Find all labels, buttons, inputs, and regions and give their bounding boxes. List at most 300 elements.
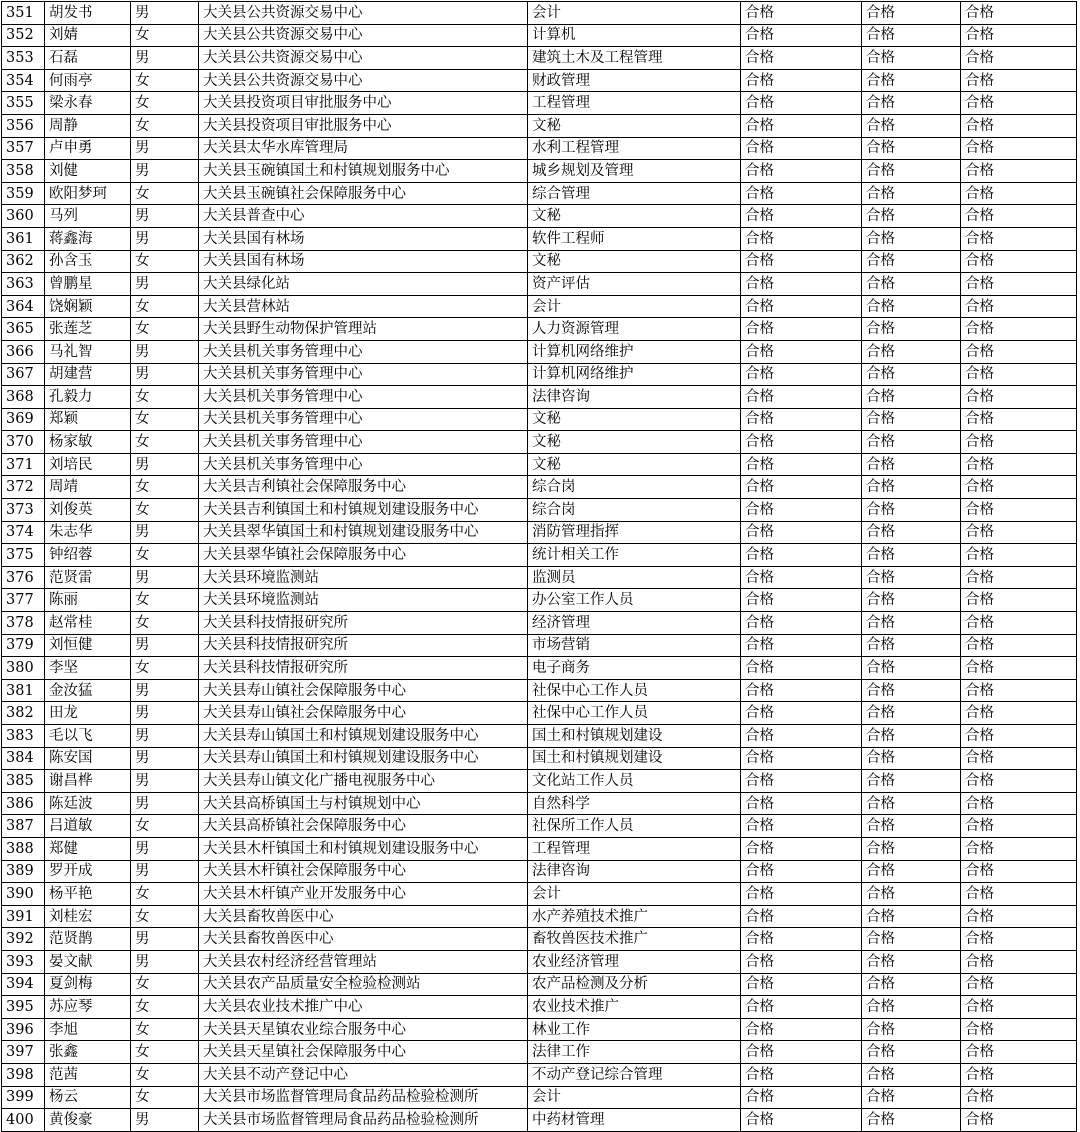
unit-cell: 大关县普查中心 [199, 205, 528, 228]
result-cell-3: 合格 [961, 634, 1077, 657]
result-cell-3: 合格 [961, 1063, 1077, 1086]
unit-cell: 大关县公共资源交易中心 [199, 2, 528, 25]
result-cell-3: 合格 [961, 92, 1077, 115]
result-cell-3: 合格 [961, 679, 1077, 702]
row-number-cell: 357 [2, 137, 45, 160]
result-cell-1: 合格 [741, 227, 862, 250]
unit-cell: 大关县寿山镇社会保障服务中心 [199, 702, 528, 725]
result-cell-1: 合格 [741, 770, 862, 793]
unit-cell: 大关县太华水库管理局 [199, 137, 528, 160]
gender-cell: 女 [131, 1063, 199, 1086]
result-cell-3: 合格 [961, 973, 1077, 996]
row-number-cell: 356 [2, 114, 45, 137]
result-cell-3: 合格 [961, 702, 1077, 725]
result-cell-1: 合格 [741, 973, 862, 996]
gender-cell: 男 [131, 137, 199, 160]
gender-cell: 男 [131, 634, 199, 657]
result-cell-1: 合格 [741, 725, 862, 748]
post-cell: 农业经济管理 [528, 950, 741, 973]
name-cell: 马礼智 [45, 340, 131, 363]
result-cell-3: 合格 [961, 815, 1077, 838]
post-cell: 资产评估 [528, 273, 741, 296]
table-row [2, 386, 1077, 409]
gender-cell: 女 [131, 544, 199, 567]
name-cell: 欧阳梦珂 [45, 182, 131, 205]
result-cell-2: 合格 [862, 634, 961, 657]
unit-cell: 大关县畜牧兽医中心 [199, 905, 528, 928]
unit-cell: 大关县市场监督管理局食品药品检验检测所 [199, 1086, 528, 1109]
result-cell-1: 合格 [741, 544, 862, 567]
table-row [2, 815, 1077, 838]
name-cell: 赵常桂 [45, 612, 131, 635]
result-cell-3: 合格 [961, 928, 1077, 951]
row-number-cell: 353 [2, 47, 45, 70]
gender-cell: 男 [131, 2, 199, 25]
name-cell: 曾鹏星 [45, 273, 131, 296]
unit-cell: 大关县高桥镇社会保障服务中心 [199, 815, 528, 838]
post-cell: 农产品检测及分析 [528, 973, 741, 996]
row-number-cell: 397 [2, 1041, 45, 1064]
result-cell-3: 合格 [961, 544, 1077, 567]
result-cell-1: 合格 [741, 1041, 862, 1064]
post-cell: 法律咨询 [528, 860, 741, 883]
post-cell: 综合岗 [528, 499, 741, 522]
name-cell: 夏剑梅 [45, 973, 131, 996]
result-cell-1: 合格 [741, 24, 862, 47]
table-row [2, 905, 1077, 928]
post-cell: 消防管理指挥 [528, 521, 741, 544]
post-cell: 文化站工作人员 [528, 770, 741, 793]
result-cell-1: 合格 [741, 92, 862, 115]
post-cell: 会计 [528, 295, 741, 318]
result-cell-2: 合格 [862, 476, 961, 499]
result-cell-2: 合格 [862, 363, 961, 386]
gender-cell: 男 [131, 47, 199, 70]
result-cell-1: 合格 [741, 883, 862, 906]
result-cell-2: 合格 [862, 837, 961, 860]
name-cell: 金汝猛 [45, 679, 131, 702]
unit-cell: 大关县投资项目审批服务中心 [199, 92, 528, 115]
result-cell-2: 合格 [862, 702, 961, 725]
result-cell-3: 合格 [961, 2, 1077, 25]
result-cell-2: 合格 [862, 928, 961, 951]
unit-cell: 大关县玉碗镇国土和村镇规划服务中心 [199, 160, 528, 183]
table-row [2, 431, 1077, 454]
table-row [2, 634, 1077, 657]
name-cell: 何雨亭 [45, 69, 131, 92]
post-cell: 文秘 [528, 205, 741, 228]
result-cell-1: 合格 [741, 408, 862, 431]
gender-cell: 女 [131, 386, 199, 409]
table-row [2, 273, 1077, 296]
result-cell-2: 合格 [862, 566, 961, 589]
name-cell: 黄俊豪 [45, 1109, 131, 1132]
table-row [2, 792, 1077, 815]
unit-cell: 大关县公共资源交易中心 [199, 47, 528, 70]
row-number-cell: 363 [2, 273, 45, 296]
unit-cell: 大关县机关事务管理中心 [199, 340, 528, 363]
table-row [2, 521, 1077, 544]
post-cell: 办公室工作人员 [528, 589, 741, 612]
name-cell: 陈丽 [45, 589, 131, 612]
result-cell-3: 合格 [961, 340, 1077, 363]
result-cell-1: 合格 [741, 928, 862, 951]
result-cell-2: 合格 [862, 883, 961, 906]
post-cell: 文秘 [528, 250, 741, 273]
row-number-cell: 396 [2, 1018, 45, 1041]
row-number-cell: 371 [2, 453, 45, 476]
gender-cell: 男 [131, 160, 199, 183]
gender-cell: 女 [131, 905, 199, 928]
row-number-cell: 383 [2, 725, 45, 748]
name-cell: 孙含玉 [45, 250, 131, 273]
post-cell: 水产养殖技术推广 [528, 905, 741, 928]
result-cell-1: 合格 [741, 1018, 862, 1041]
result-cell-1: 合格 [741, 363, 862, 386]
table-row [2, 996, 1077, 1019]
gender-cell: 男 [131, 363, 199, 386]
result-cell-1: 合格 [741, 612, 862, 635]
result-cell-3: 合格 [961, 566, 1077, 589]
result-cell-2: 合格 [862, 205, 961, 228]
result-cell-2: 合格 [862, 499, 961, 522]
post-cell: 综合管理 [528, 182, 741, 205]
result-cell-1: 合格 [741, 431, 862, 454]
post-cell: 建筑土木及工程管理 [528, 47, 741, 70]
result-cell-2: 合格 [862, 1063, 961, 1086]
result-cell-2: 合格 [862, 905, 961, 928]
result-cell-1: 合格 [741, 566, 862, 589]
name-cell: 刘恒健 [45, 634, 131, 657]
post-cell: 监测员 [528, 566, 741, 589]
result-cell-3: 合格 [961, 589, 1077, 612]
row-number-cell: 381 [2, 679, 45, 702]
unit-cell: 大关县寿山镇国土和村镇规划建设服务中心 [199, 747, 528, 770]
result-cell-1: 合格 [741, 815, 862, 838]
gender-cell: 男 [131, 679, 199, 702]
result-cell-1: 合格 [741, 273, 862, 296]
result-cell-3: 合格 [961, 182, 1077, 205]
result-cell-1: 合格 [741, 318, 862, 341]
result-cell-1: 合格 [741, 160, 862, 183]
result-cell-3: 合格 [961, 1086, 1077, 1109]
result-cell-2: 合格 [862, 386, 961, 409]
post-cell: 社保中心工作人员 [528, 679, 741, 702]
table-row [2, 1063, 1077, 1086]
gender-cell: 男 [131, 928, 199, 951]
name-cell: 刘俊英 [45, 499, 131, 522]
gender-cell: 男 [131, 273, 199, 296]
result-cell-3: 合格 [961, 318, 1077, 341]
post-cell: 会计 [528, 2, 741, 25]
gender-cell: 男 [131, 792, 199, 815]
unit-cell: 大关县营林站 [199, 295, 528, 318]
row-number-cell: 352 [2, 24, 45, 47]
unit-cell: 大关县寿山镇国土和村镇规划建设服务中心 [199, 725, 528, 748]
table-row [2, 499, 1077, 522]
result-cell-1: 合格 [741, 205, 862, 228]
name-cell: 晏文献 [45, 950, 131, 973]
post-cell: 电子商务 [528, 657, 741, 680]
table-row [2, 679, 1077, 702]
name-cell: 刘婧 [45, 24, 131, 47]
row-number-cell: 372 [2, 476, 45, 499]
name-cell: 陈廷波 [45, 792, 131, 815]
gender-cell: 男 [131, 340, 199, 363]
row-number-cell: 389 [2, 860, 45, 883]
result-cell-2: 合格 [862, 589, 961, 612]
table-row [2, 476, 1077, 499]
name-cell: 郑健 [45, 837, 131, 860]
row-number-cell: 368 [2, 386, 45, 409]
row-number-cell: 400 [2, 1109, 45, 1132]
gender-cell: 女 [131, 318, 199, 341]
result-cell-3: 合格 [961, 499, 1077, 522]
unit-cell: 大关县天星镇农业综合服务中心 [199, 1018, 528, 1041]
gender-cell: 男 [131, 566, 199, 589]
result-cell-2: 合格 [862, 408, 961, 431]
table-row [2, 92, 1077, 115]
result-cell-3: 合格 [961, 295, 1077, 318]
result-cell-3: 合格 [961, 250, 1077, 273]
name-cell: 周静 [45, 114, 131, 137]
result-cell-3: 合格 [961, 657, 1077, 680]
name-cell: 张莲芝 [45, 318, 131, 341]
row-number-cell: 380 [2, 657, 45, 680]
table-row [2, 1109, 1077, 1132]
table-row [2, 408, 1077, 431]
result-cell-2: 合格 [862, 950, 961, 973]
row-number-cell: 361 [2, 227, 45, 250]
table-row [2, 657, 1077, 680]
gender-cell: 女 [131, 1086, 199, 1109]
result-cell-3: 合格 [961, 431, 1077, 454]
table-row [2, 860, 1077, 883]
post-cell: 城乡规划及管理 [528, 160, 741, 183]
result-cell-1: 合格 [741, 950, 862, 973]
gender-cell: 男 [131, 205, 199, 228]
gender-cell: 女 [131, 182, 199, 205]
result-cell-1: 合格 [741, 589, 862, 612]
post-cell: 林业工作 [528, 1018, 741, 1041]
post-cell: 会计 [528, 883, 741, 906]
gender-cell: 女 [131, 476, 199, 499]
row-number-cell: 385 [2, 770, 45, 793]
results-table [1, 1, 1077, 1132]
result-cell-1: 合格 [741, 679, 862, 702]
result-cell-1: 合格 [741, 702, 862, 725]
result-cell-2: 合格 [862, 1018, 961, 1041]
gender-cell: 女 [131, 408, 199, 431]
gender-cell: 男 [131, 747, 199, 770]
result-cell-1: 合格 [741, 476, 862, 499]
result-cell-2: 合格 [862, 137, 961, 160]
unit-cell: 大关县科技情报研究所 [199, 657, 528, 680]
table-row [2, 566, 1077, 589]
result-cell-3: 合格 [961, 996, 1077, 1019]
result-cell-3: 合格 [961, 1041, 1077, 1064]
result-cell-3: 合格 [961, 227, 1077, 250]
result-cell-3: 合格 [961, 386, 1077, 409]
name-cell: 张鑫 [45, 1041, 131, 1064]
row-number-cell: 382 [2, 702, 45, 725]
table-row [2, 160, 1077, 183]
unit-cell: 大关县机关事务管理中心 [199, 386, 528, 409]
gender-cell: 男 [131, 837, 199, 860]
name-cell: 周靖 [45, 476, 131, 499]
result-cell-3: 合格 [961, 883, 1077, 906]
result-cell-2: 合格 [862, 544, 961, 567]
gender-cell: 女 [131, 973, 199, 996]
unit-cell: 大关县农业技术推广中心 [199, 996, 528, 1019]
unit-cell: 大关县环境监测站 [199, 566, 528, 589]
table-row [2, 702, 1077, 725]
gender-cell: 男 [131, 725, 199, 748]
gender-cell: 女 [131, 612, 199, 635]
row-number-cell: 367 [2, 363, 45, 386]
result-cell-2: 合格 [862, 182, 961, 205]
gender-cell: 女 [131, 996, 199, 1019]
table-row [2, 883, 1077, 906]
result-cell-1: 合格 [741, 69, 862, 92]
result-cell-2: 合格 [862, 973, 961, 996]
result-cell-3: 合格 [961, 69, 1077, 92]
row-number-cell: 398 [2, 1063, 45, 1086]
row-number-cell: 354 [2, 69, 45, 92]
result-cell-3: 合格 [961, 950, 1077, 973]
result-cell-2: 合格 [862, 318, 961, 341]
table-row [2, 1041, 1077, 1064]
result-cell-2: 合格 [862, 521, 961, 544]
unit-cell: 大关县公共资源交易中心 [199, 24, 528, 47]
unit-cell: 大关县环境监测站 [199, 589, 528, 612]
unit-cell: 大关县翠华镇国土和村镇规划建设服务中心 [199, 521, 528, 544]
post-cell: 不动产登记综合管理 [528, 1063, 741, 1086]
gender-cell: 男 [131, 521, 199, 544]
name-cell: 田龙 [45, 702, 131, 725]
result-cell-1: 合格 [741, 386, 862, 409]
result-cell-2: 合格 [862, 295, 961, 318]
result-cell-2: 合格 [862, 24, 961, 47]
name-cell: 范贤鹊 [45, 928, 131, 951]
name-cell: 石磊 [45, 47, 131, 70]
name-cell: 杨云 [45, 1086, 131, 1109]
table-row [2, 47, 1077, 70]
unit-cell: 大关县国有林场 [199, 250, 528, 273]
table-row [2, 770, 1077, 793]
row-number-cell: 384 [2, 747, 45, 770]
result-cell-1: 合格 [741, 521, 862, 544]
unit-cell: 大关县机关事务管理中心 [199, 453, 528, 476]
unit-cell: 大关县玉碗镇社会保障服务中心 [199, 182, 528, 205]
post-cell: 中药材管理 [528, 1109, 741, 1132]
name-cell: 胡发书 [45, 2, 131, 25]
name-cell: 苏应琴 [45, 996, 131, 1019]
result-cell-3: 合格 [961, 612, 1077, 635]
unit-cell: 大关县天星镇社会保障服务中心 [199, 1041, 528, 1064]
name-cell: 郑颖 [45, 408, 131, 431]
unit-cell: 大关县机关事务管理中心 [199, 363, 528, 386]
result-cell-3: 合格 [961, 24, 1077, 47]
result-cell-1: 合格 [741, 1109, 862, 1132]
result-cell-2: 合格 [862, 453, 961, 476]
row-number-cell: 374 [2, 521, 45, 544]
post-cell: 法律咨询 [528, 386, 741, 409]
result-cell-3: 合格 [961, 205, 1077, 228]
gender-cell: 男 [131, 227, 199, 250]
row-number-cell: 376 [2, 566, 45, 589]
table-row [2, 182, 1077, 205]
result-cell-2: 合格 [862, 860, 961, 883]
gender-cell: 男 [131, 1109, 199, 1132]
result-cell-3: 合格 [961, 1018, 1077, 1041]
result-cell-1: 合格 [741, 499, 862, 522]
result-cell-3: 合格 [961, 770, 1077, 793]
unit-cell: 大关县畜牧兽医中心 [199, 928, 528, 951]
gender-cell: 女 [131, 589, 199, 612]
name-cell: 陈安国 [45, 747, 131, 770]
row-number-cell: 395 [2, 996, 45, 1019]
result-cell-1: 合格 [741, 453, 862, 476]
name-cell: 孔毅力 [45, 386, 131, 409]
table-row [2, 205, 1077, 228]
row-number-cell: 373 [2, 499, 45, 522]
table-row [2, 1018, 1077, 1041]
row-number-cell: 359 [2, 182, 45, 205]
post-cell: 人力资源管理 [528, 318, 741, 341]
unit-cell: 大关县绿化站 [199, 273, 528, 296]
post-cell: 农业技术推广 [528, 996, 741, 1019]
table-row [2, 725, 1077, 748]
result-cell-2: 合格 [862, 612, 961, 635]
row-number-cell: 360 [2, 205, 45, 228]
result-cell-2: 合格 [862, 996, 961, 1019]
name-cell: 杨平艳 [45, 883, 131, 906]
result-cell-2: 合格 [862, 725, 961, 748]
post-cell: 文秘 [528, 431, 741, 454]
result-cell-2: 合格 [862, 273, 961, 296]
gender-cell: 女 [131, 1018, 199, 1041]
result-cell-1: 合格 [741, 792, 862, 815]
result-cell-3: 合格 [961, 837, 1077, 860]
post-cell: 计算机网络维护 [528, 363, 741, 386]
result-cell-3: 合格 [961, 905, 1077, 928]
result-cell-2: 合格 [862, 47, 961, 70]
result-cell-1: 合格 [741, 47, 862, 70]
result-cell-2: 合格 [862, 2, 961, 25]
name-cell: 钟绍蓉 [45, 544, 131, 567]
post-cell: 社保中心工作人员 [528, 702, 741, 725]
result-cell-3: 合格 [961, 476, 1077, 499]
table-row [2, 950, 1077, 973]
row-number-cell: 393 [2, 950, 45, 973]
result-cell-2: 合格 [862, 114, 961, 137]
unit-cell: 大关县寿山镇文化广播电视服务中心 [199, 770, 528, 793]
name-cell: 谢昌桦 [45, 770, 131, 793]
result-cell-1: 合格 [741, 905, 862, 928]
name-cell: 范贤雷 [45, 566, 131, 589]
result-cell-3: 合格 [961, 1109, 1077, 1132]
name-cell: 吕道敏 [45, 815, 131, 838]
result-cell-2: 合格 [862, 250, 961, 273]
result-cell-2: 合格 [862, 160, 961, 183]
post-cell: 国土和村镇规划建设 [528, 747, 741, 770]
post-cell: 计算机 [528, 24, 741, 47]
post-cell: 经济管理 [528, 612, 741, 635]
name-cell: 饶娴颖 [45, 295, 131, 318]
post-cell: 市场营销 [528, 634, 741, 657]
result-cell-2: 合格 [862, 770, 961, 793]
